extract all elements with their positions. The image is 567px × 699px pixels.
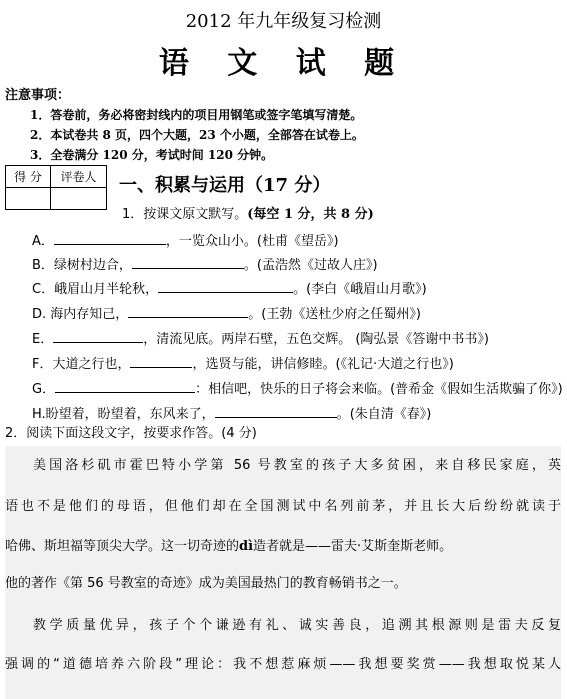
fill-line-e <box>32 328 489 349</box>
notice-item-3: 3．全卷满分 120 分，考试时间 120 分钟。 <box>30 148 274 162</box>
passage-line-4: 他的著作《第 56 号教室的奇迹》成为美国最热门的教育畅销书之一。 <box>5 576 407 591</box>
answer-blank-e[interactable] <box>53 328 143 343</box>
fill-line-c-after: 。(李白《峨眉山月歌》) <box>293 282 427 297</box>
fill-line-g-after: ：相信吧，快乐的日子将会来临。(普希金《假如生活欺骗了你》) <box>195 382 563 397</box>
fill-line-a <box>32 230 339 251</box>
passage-line-3-before: 哈佛、斯坦福等顶尖大学。这一切奇迹的 <box>5 539 240 554</box>
grader-label: 评卷人 <box>51 166 107 188</box>
passage-line-3 <box>5 538 561 556</box>
question-2-prompt: 2．阅读下面这段文字，按要求作答。(4 分) <box>5 426 257 441</box>
fill-line-b-after: 。(孟浩然《过故人庄》) <box>243 258 378 273</box>
pinyin-annotation: dì <box>239 539 254 554</box>
passage-line-6: 强调的“道德培养六阶段”理论：我不想惹麻烦——我想要奖赏——我想取悦某人 <box>5 657 561 672</box>
answer-blank-a[interactable] <box>54 230 166 245</box>
exam-title: 2012 年九年级复习检测 <box>185 11 382 32</box>
question-1-points: (每空 1 分，共 8 分) <box>247 207 374 222</box>
notice-heading: 注意事项： <box>5 88 71 103</box>
fill-line-h-before: H.盼望着，盼望着，东风来了， <box>32 407 215 422</box>
fill-line-a-after: ，一览众山小。(杜甫《望岳》) <box>165 234 339 249</box>
fill-line-d-after: 。(王勃《送杜少府之任蜀州》) <box>248 307 421 322</box>
question-1-text: 1．按课文原文默写。 <box>122 207 248 222</box>
passage-line-1: 美国洛杉矶市霍巴特小学第 56 号教室的孩子大多贫困，来自移民家庭，英 <box>33 458 561 473</box>
fill-line-b <box>32 254 378 275</box>
score-table <box>5 165 107 210</box>
notice-item-1: 1．答卷前，务必将密封线内的项目用钢笔或签字笔填写清楚。 <box>30 108 363 122</box>
fill-line-c <box>32 278 427 299</box>
score-label: 得 分 <box>6 166 51 188</box>
section-heading: 一、积累与运用（17 分） <box>119 175 331 196</box>
fill-line-f-before: F．大道之行也， <box>32 357 131 372</box>
answer-blank-h[interactable] <box>215 403 337 418</box>
answer-blank-b[interactable] <box>132 254 244 269</box>
fill-line-a-before: A． <box>32 234 54 249</box>
reading-passage <box>5 446 561 699</box>
notice-item-2: 2．本试卷共 8 页，四个大题，23 个小题，全部答在试卷上。 <box>30 128 364 142</box>
answer-blank-d[interactable] <box>128 303 248 318</box>
fill-line-f <box>32 353 454 374</box>
answer-blank-c[interactable] <box>158 278 293 293</box>
fill-line-h-after: 。(朱自清《春》) <box>336 407 432 422</box>
fill-line-d-before: D. 海内存知己， <box>32 307 129 322</box>
fill-line-d <box>32 303 421 324</box>
grader-cell[interactable] <box>51 188 107 210</box>
fill-line-h <box>32 403 431 424</box>
passage-line-2: 语也不是他们的母语，但他们却在全国测试中名列前茅，并且长大后纷纷就读于 <box>5 499 561 514</box>
passage-line-5: 教学质量优异，孩子个个谦逊有礼、诚实善良，追溯其根源则是雷夫反复 <box>33 618 561 633</box>
fill-line-c-before: C．峨眉山月半轮秋， <box>32 282 159 297</box>
fill-line-g <box>32 378 563 399</box>
question-1-prompt <box>122 206 374 224</box>
fill-line-g-before: G． <box>32 382 56 397</box>
answer-blank-f[interactable] <box>130 353 192 368</box>
fill-line-e-before: E． <box>32 332 54 347</box>
fill-line-b-before: B．绿树村边合， <box>32 258 132 273</box>
subject-title: 语 文 试 题 <box>158 46 409 81</box>
fill-line-e-after: ，清流见底。两岸石壁，五色交辉。 (陶弘景《答谢中书书》) <box>143 332 489 347</box>
passage-line-3-after: 造者就是——雷夫·艾斯奎斯老师。 <box>253 539 453 554</box>
fill-line-f-after: ，选贤与能，讲信修睦。(《礼记·大道之行也》) <box>192 357 454 372</box>
score-cell[interactable] <box>6 188 51 210</box>
answer-blank-g[interactable] <box>55 378 195 393</box>
